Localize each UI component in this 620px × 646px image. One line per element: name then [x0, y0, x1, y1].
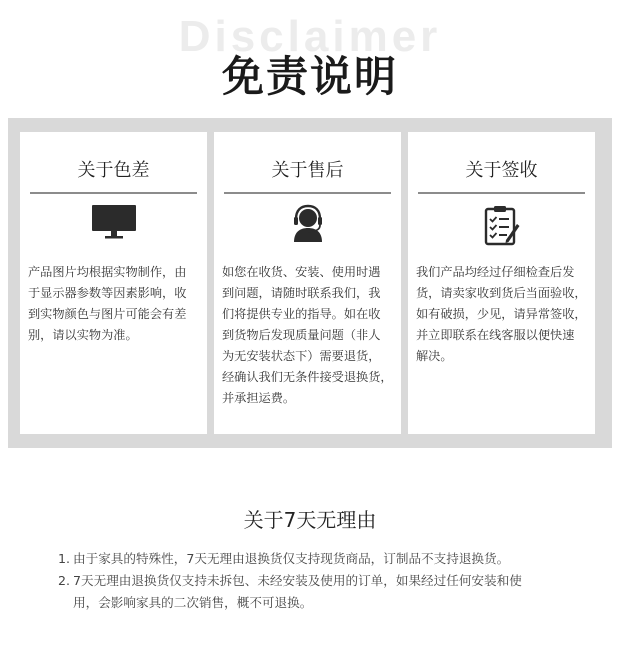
- page-title: 免责说明: [221, 52, 398, 101]
- card-color-difference: [20, 132, 207, 434]
- card-body-line: 我们产品均经过仔细检查后发: [416, 265, 575, 279]
- card-body-line: 到问题，请随时联系我们，我: [222, 286, 381, 300]
- card-body-line: 们将提供专业的指导。如在收: [222, 307, 381, 321]
- card-divider: [224, 192, 391, 194]
- watermark-text: Disclaimer: [178, 12, 442, 61]
- monitor-icon: [20, 204, 207, 250]
- card-body: [28, 262, 201, 346]
- card-body-line: 解决。: [416, 349, 453, 363]
- list-item-line: 由于家具的特殊性，7天无理由退换货仅支持现货商品，订制品不支持退换货。: [73, 551, 510, 566]
- card-divider: [418, 192, 585, 194]
- info-panel: [8, 118, 612, 448]
- header: [0, 0, 620, 118]
- card-body: [222, 262, 395, 409]
- list-item-text: [58, 570, 598, 614]
- card-body-line: 货，请卖家收到货后当面验收，: [416, 286, 587, 300]
- customer-service-icon: [214, 204, 401, 250]
- list-item-text: [58, 548, 598, 570]
- list-item-number: 1.: [58, 551, 71, 566]
- clipboard-check-icon: [408, 204, 595, 250]
- card-title: 关于售后: [271, 160, 344, 181]
- card-sign-receipt: [408, 132, 595, 434]
- card-divider: [30, 192, 197, 194]
- card-body-line: 到货物后发现质量问题（非人: [222, 328, 381, 342]
- list-item: [58, 570, 598, 614]
- card-body-line: 产品图片均根据实物制作，由: [28, 265, 187, 279]
- card-body-line: 于显示器参数等因素影响，收: [28, 286, 187, 300]
- section-title: 关于7天无理由: [243, 508, 377, 532]
- list-item-line: 7天无理由退换货仅支持未拆包、未经安装及使用的订单，如果经过任何安装和使: [73, 573, 522, 588]
- card-body-line: 如有破损，少见，请异常签收，: [416, 307, 587, 321]
- list-item-line: 用，会影响家具的二次销售，概不可退换。: [73, 595, 313, 610]
- card-body-line: 别，请以实物为准。: [28, 328, 138, 342]
- card-body: [416, 262, 589, 367]
- card-after-sales: [214, 132, 401, 434]
- list-item-number: 2.: [58, 573, 71, 588]
- card-body-line: 为无安装状态下）需要退货，: [222, 349, 381, 363]
- card-body-line: 如您在收货、安装、使用时遇: [222, 265, 381, 279]
- list-item: [58, 548, 598, 570]
- card-body-line: 到实物颜色与图片可能会有差: [28, 307, 187, 321]
- card-title: 关于签收: [465, 160, 538, 181]
- card-body-line: 经确认我们无条件接受退换货，: [222, 370, 393, 384]
- card-body-line: 并立即联系在线客服以便快速: [416, 328, 575, 342]
- card-body-line: 并承担运费。: [222, 391, 296, 405]
- card-title: 关于色差: [77, 160, 150, 181]
- notes-list: [58, 548, 598, 614]
